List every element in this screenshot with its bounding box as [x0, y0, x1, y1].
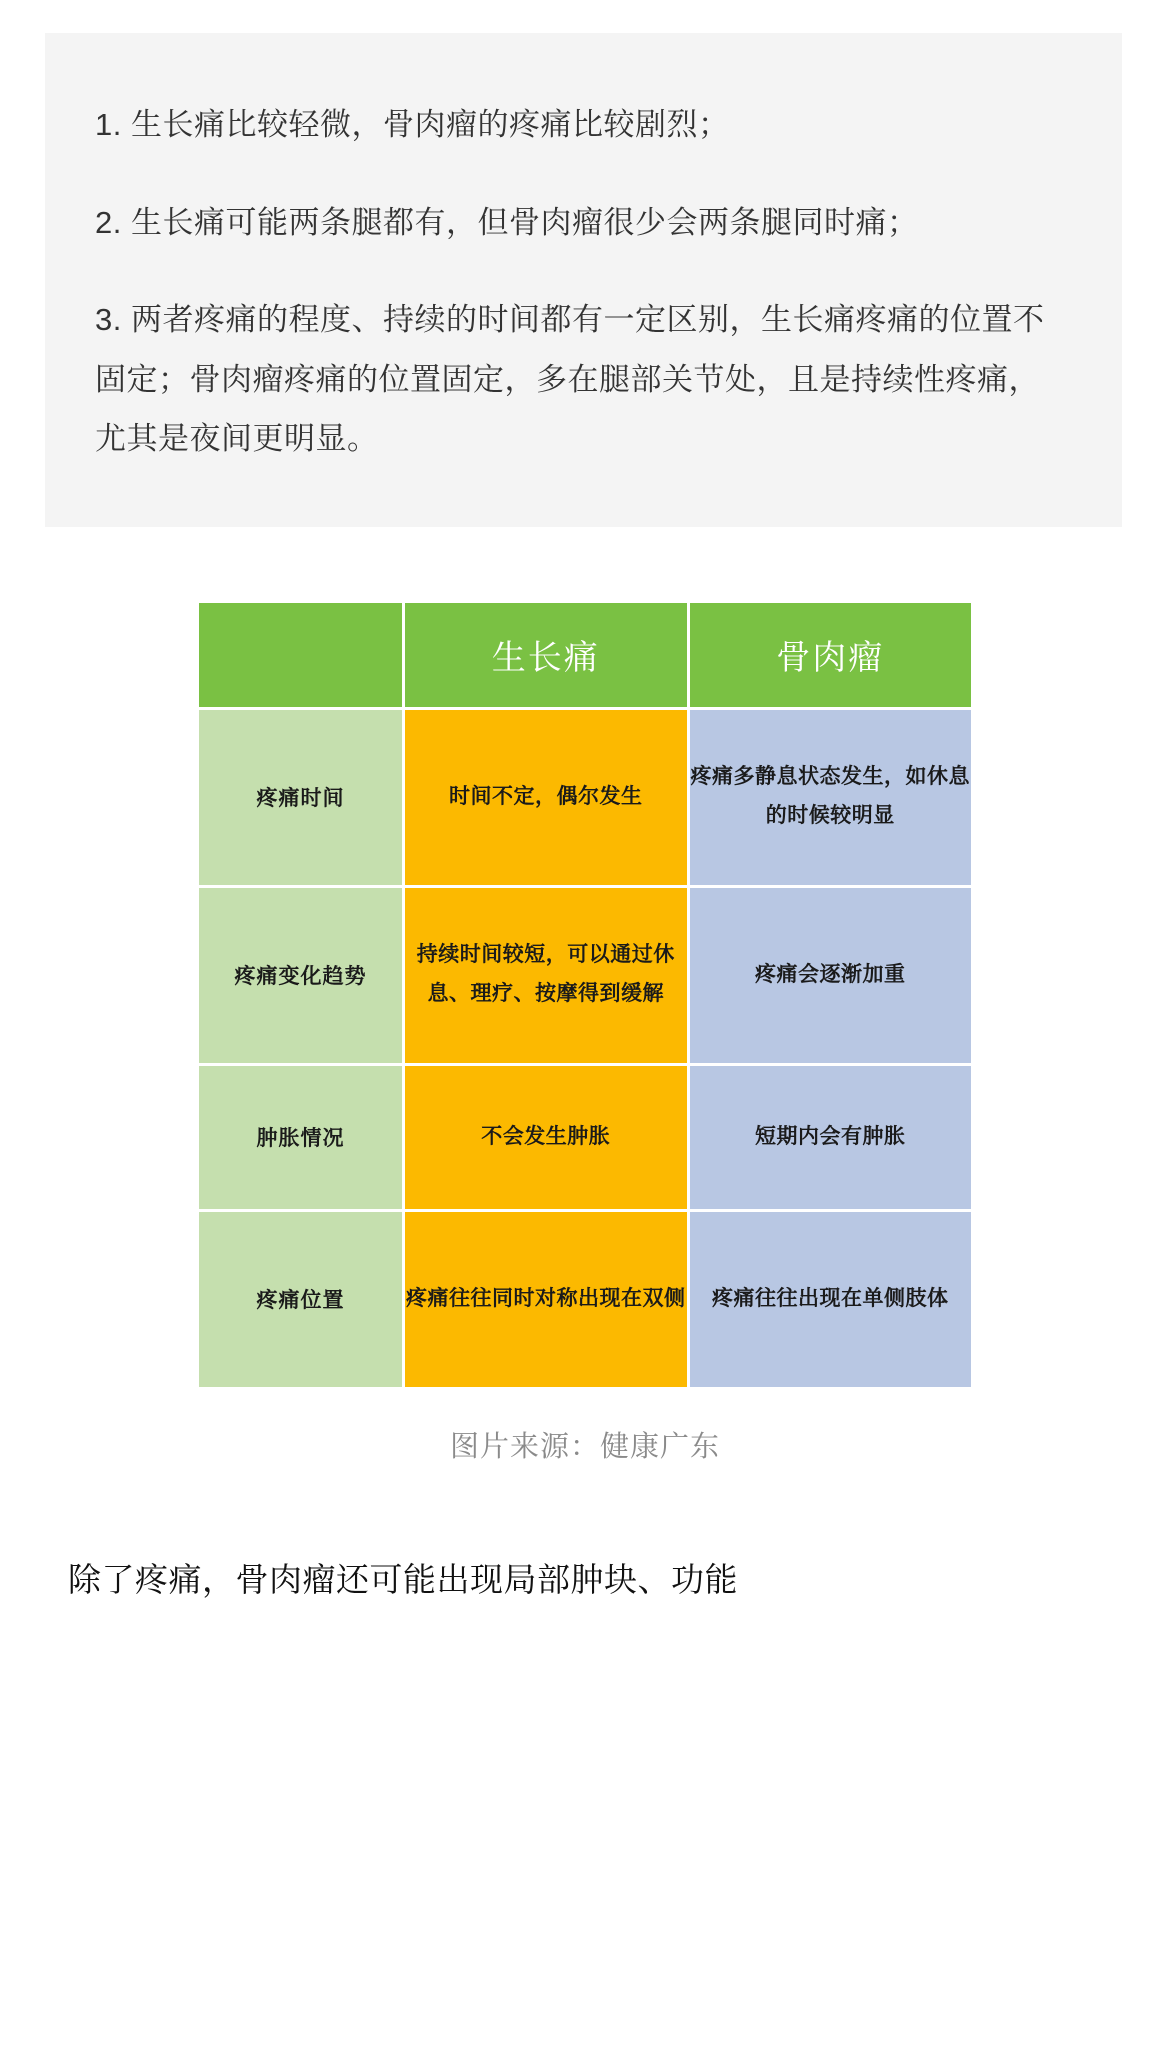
comparison-table-wrapper [0, 600, 1170, 1390]
table-row [199, 1066, 971, 1209]
article-page [0, 33, 1170, 2067]
note-item: 1. 生长痛比较轻微，骨肉瘤的疼痛比较剧烈； [95, 107, 730, 142]
table-cell-osteosarcoma: 短期内会有肿胀 [690, 1066, 972, 1209]
note-panel [45, 33, 1122, 527]
table-cell-osteosarcoma: 疼痛会逐渐加重 [690, 888, 972, 1063]
table-cell-growing-pain: 时间不定，偶尔发生 [405, 710, 687, 885]
table-row-label: 肿胀情况 [199, 1066, 402, 1209]
note-item: 3. 两者疼痛的程度、持续的时间都有一定区别，生长痛疼痛的位置不固定；骨肉瘤疼痛的位置固定，多在腿部关节处，且是持续性疼痛，尤其是夜间更明显。 [95, 302, 1045, 457]
table-column-header-growing-pain: 生长痛 [405, 603, 687, 707]
table-row-label: 疼痛时间 [199, 710, 402, 885]
table-corner-cell [199, 603, 402, 707]
table-row-label: 疼痛变化趋势 [199, 888, 402, 1063]
trailing-paragraph: 除了疼痛，骨肉瘤还可能出现局部肿块、功能 [68, 1560, 738, 1598]
table-cell-growing-pain: 疼痛往往同时对称出现在双侧 [405, 1212, 687, 1387]
comparison-table [196, 600, 974, 1390]
table-cell-growing-pain: 不会发生肿胀 [405, 1066, 687, 1209]
table-row [199, 1212, 971, 1387]
table-column-header-osteosarcoma: 骨肉瘤 [690, 603, 972, 707]
table-body [199, 710, 971, 1387]
table-row [199, 710, 971, 885]
table-header [199, 603, 971, 707]
table-row [199, 888, 971, 1063]
table-header-row [199, 603, 971, 707]
note-item: 2. 生长痛可能两条腿都有，但骨肉瘤很少会两条腿同时痛； [95, 204, 919, 240]
table-cell-growing-pain: 持续时间较短，可以通过休息、理疗、按摩得到缓解 [405, 888, 687, 1063]
image-source-caption: 图片来源：健康广东 [449, 1430, 720, 1463]
table-cell-osteosarcoma: 疼痛往往出现在单侧肢体 [690, 1212, 972, 1387]
table-row-label: 疼痛位置 [199, 1212, 402, 1387]
table-cell-osteosarcoma: 疼痛多静息状态发生，如休息的时候较明显 [690, 710, 972, 885]
